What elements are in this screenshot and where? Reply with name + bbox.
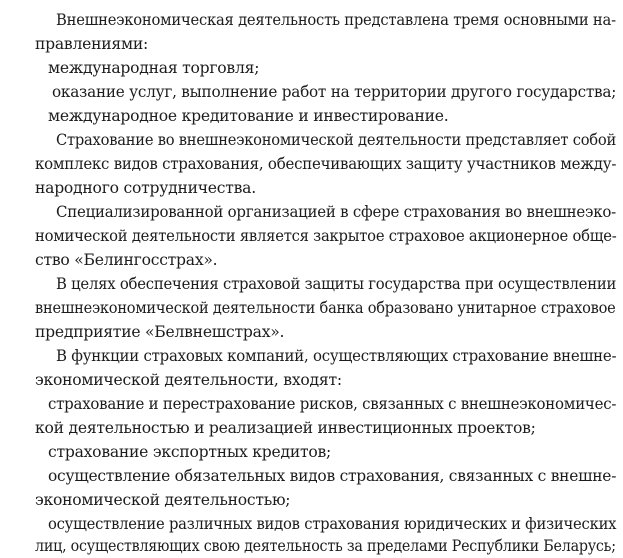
- text-line: комплекс видов страхования, обеспечивающих защиту участников между-: [35, 155, 617, 173]
- text-line: В целях обеспечения страховой защиты государства при осуществлении: [56, 275, 617, 293]
- text-line: международная торговля;: [48, 59, 260, 77]
- text-line: В функции страховых компаний, осуществляющих страхование внешне-: [56, 347, 617, 365]
- text-line: страхование экспортных кредитов;: [48, 443, 332, 461]
- text-line: Страхование во внешнеэкономической деятельности представляет собой: [56, 131, 617, 149]
- text-line: номической деятельности является закрытое страховое акционерное обще-: [35, 227, 617, 245]
- text-line: правлениями:: [35, 35, 148, 53]
- text-line: лиц, осуществляющих свою деятельность за пределами Республики Беларусь;: [35, 537, 616, 555]
- text-line: оказание услуг, выполнение работ на территории другого государства;: [52, 83, 617, 101]
- text-line: международное кредитование и инвестирование.: [48, 107, 449, 125]
- text-line: Внешнеэкономическая деятельность представлена тремя основными на-: [56, 11, 616, 29]
- text-line: внешнеэкономической деятельности банка образовано унитарное страховое: [35, 299, 616, 317]
- text-line: страхование и перестрахование рисков, связанных с внешнеэкономичес-: [48, 395, 617, 413]
- text-line: предприятие «Белвнешстрах».: [35, 323, 285, 341]
- text-line: народного сотрудничества.: [35, 179, 256, 197]
- text-line: осуществление обязательных видов страхования, связанных с внешне-: [48, 467, 617, 485]
- text-line: экономической деятельностью;: [35, 491, 291, 509]
- text-line: осуществление различных видов страхования юридических и физических: [48, 515, 617, 533]
- text-line: экономической деятельности, входят:: [35, 371, 342, 389]
- text-line: кой деятельностью и реализацией инвестиционных проектов;: [35, 419, 536, 437]
- text-line: ство «Белингосстрах».: [35, 251, 218, 269]
- text-line: Специализированной организацией в сфере страхования во внешнеэко-: [56, 203, 616, 221]
